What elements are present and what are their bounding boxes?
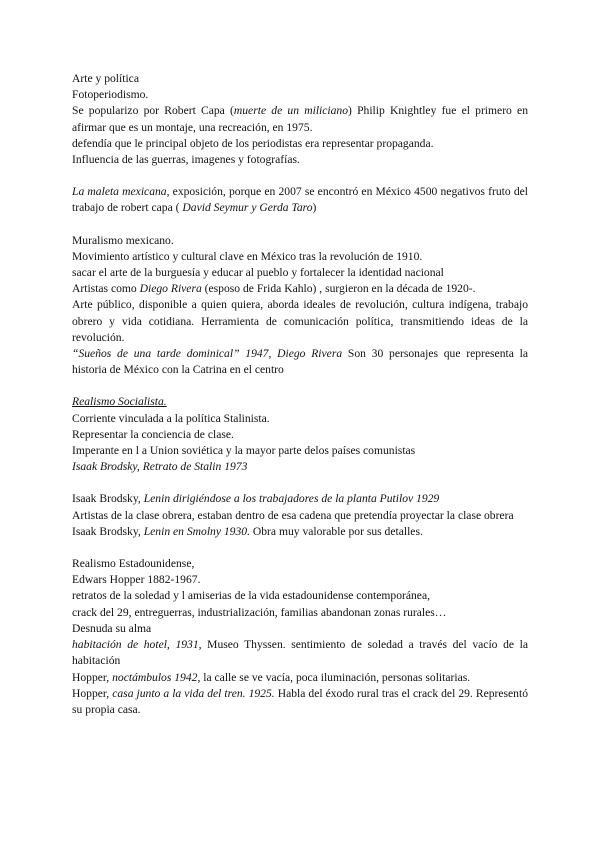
- italic-span: La maleta mexicana: [72, 185, 167, 199]
- italic-span: Lenin en Smolny 1930.: [143, 524, 250, 538]
- text-span: Obra muy valorable por sus detalles.: [249, 524, 423, 538]
- paragraph-retrato-stalin: [72, 459, 528, 475]
- italic-span: noctámbulos 1942,: [112, 670, 201, 684]
- section-title-realismo-socialista: [72, 394, 528, 410]
- paragraph-clase-obrera: Artistas de la clase obrera, estaban dentro de esa cadena que pretendía proyectar la clase obrera: [72, 508, 514, 522]
- italic-span: Isaak Brodsky, Retrato de Stalin 1973: [72, 460, 248, 474]
- section-title-realismo-estadounidense: Realismo Estadounidense,: [72, 557, 195, 571]
- text-span: Isaak Brodsky,: [72, 492, 144, 506]
- italic-span: Diego Rivera: [139, 282, 202, 296]
- underlined-title: Realismo Socialista.: [72, 395, 167, 409]
- text-span: la calle se ve vacía, poca iluminación, personas solitarias.: [200, 670, 471, 684]
- italic-span: muerte de un miliciano: [233, 104, 349, 118]
- text-span: Hopper,: [72, 686, 113, 700]
- text-span: ): [312, 201, 317, 215]
- paragraph-habitacion-hotel: [72, 637, 528, 669]
- paragraph-desnuda-alma: Desnuda su alma: [72, 621, 152, 635]
- paragraph-lenin-putilov: [72, 491, 528, 507]
- paragraph-burguesia: sacar el arte de la burguesía y educar al pueblo y fortalecer la identidad nacional: [72, 266, 444, 280]
- italic-span: casa junto a la vida del tren. 1925.: [112, 686, 275, 700]
- text-span: Museo Thyssen. sentimiento de soledad a través del vacío de la habitación: [72, 638, 528, 668]
- paragraph-crack-29: crack del 29, entreguerras, industrialización, familias abandonan zonas rurales…: [72, 605, 447, 619]
- text-span: Se popularizo por Robert Capa (: [72, 104, 234, 118]
- italic-span: David Seymur y Gerda Taro: [179, 201, 313, 215]
- paragraph-stalinista: Corriente vinculada a la política Stalinista.: [72, 411, 270, 425]
- paragraph-conciencia: Representar la conciencia de clase.: [72, 427, 234, 441]
- italic-span: Lenin dirigiéndose a los trabajadores de la planta Putilov 1929: [143, 492, 440, 506]
- paragraph-movimiento: Movimiento artístico y cultural clave en México tras la revolución de 1910.: [72, 249, 423, 263]
- paragraph-maleta-mexicana: [72, 184, 528, 216]
- section-title-muralismo: Muralismo mexicano.: [72, 233, 174, 247]
- italic-span: habitación de hotel, 1931,: [72, 638, 202, 652]
- spacer: [72, 217, 528, 233]
- paragraph-arte-publico: Arte público, disponible a quien quiera, aborda ideales de revolución, cultura indígena, trabajo obrero y vida cotidiana. Herramienta de comunicación política, transmitiendo ideas de la revolución.: [72, 298, 528, 344]
- paragraph-lenin-smolny: [72, 524, 528, 540]
- text-span: ) Philip Knightley fue el primero en afirmar que es un montaje, una recreación, en 1975.: [72, 104, 528, 134]
- text-span: , exposición, porque en 2007 se encontró en México 4500 negativos fruto del trabajo de robert capa (: [72, 185, 528, 215]
- paragraph-suenos: [72, 346, 528, 378]
- spacer: [72, 475, 528, 491]
- spacer: [72, 168, 528, 184]
- paragraph-retratos-soledad: retratos de la soledad y l amiserias de la vida estadounidense contemporánea,: [72, 589, 430, 603]
- text-span: Hopper,: [72, 670, 113, 684]
- paragraph-artistas-rivera: [72, 281, 528, 297]
- text-span: Son 30 personajes que representa la historia de México con la Catrina en el centro: [72, 347, 528, 377]
- paragraph-propaganda: defendía que le principal objeto de los periodistas era representar propaganda.: [72, 136, 434, 150]
- spacer: [72, 540, 528, 556]
- text-span: Isaak Brodsky,: [72, 524, 144, 538]
- document-body: [72, 71, 528, 718]
- paragraph-imperante: Imperante en l a Union soviética y la mayor parte delos países comunistas: [72, 444, 416, 458]
- spacer: [72, 378, 528, 394]
- text-span: Habla del éxodo rural tras el crack del 29. Representó su propia casa.: [72, 686, 529, 716]
- paragraph-noctambulos: [72, 670, 528, 686]
- paragraph-influencia: Influencia de las guerras, imagenes y fotografías.: [72, 153, 300, 167]
- paragraph-casa-tren: [72, 686, 528, 718]
- paragraph-hopper-dates: Edwars Hopper 1882-1967.: [72, 573, 201, 587]
- italic-span: “Sueños de una tarde dominical” 1947, Diego Rivera: [72, 347, 343, 361]
- text-span: Artistas como: [72, 282, 140, 296]
- subtitle-fotoperiodismo: Fotoperiodismo.: [72, 88, 149, 102]
- section-title-arte-politica: Arte y política: [72, 72, 139, 85]
- paragraph-capa: [72, 103, 528, 135]
- text-span: (esposo de Frida Kahlo) , surgieron en la década de 1920-.: [201, 282, 476, 296]
